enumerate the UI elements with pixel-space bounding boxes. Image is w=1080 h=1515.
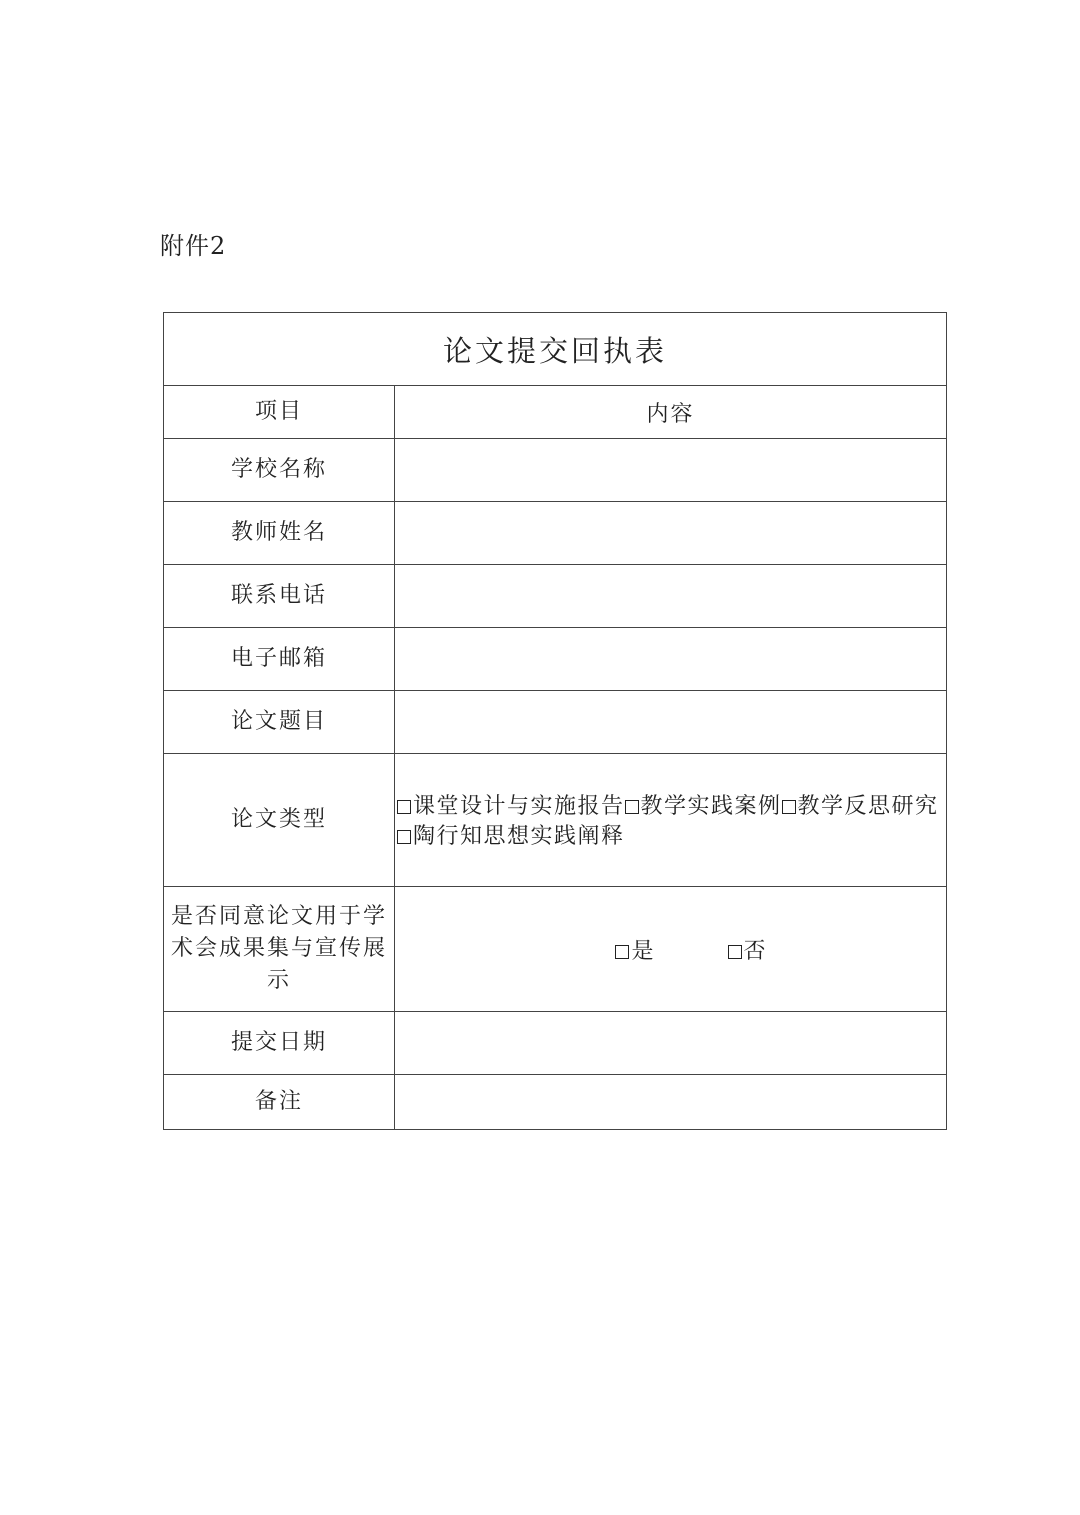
agree-label: 是否同意论文用于学术会成果集与宣传展示 (164, 887, 395, 1012)
agree-yes-label: 是 (631, 938, 654, 964)
school-name-label: 学校名称 (164, 439, 395, 502)
checkbox-icon[interactable] (397, 830, 411, 844)
submit-date-field[interactable] (395, 1012, 947, 1075)
form-title: 论文提交回执表 (164, 313, 947, 386)
paper-submission-receipt-form (163, 312, 947, 1130)
phone-field[interactable] (395, 565, 947, 628)
paper-title-field[interactable] (395, 691, 947, 754)
agree-no-label: 否 (743, 938, 766, 964)
checkbox-icon[interactable] (782, 800, 796, 814)
agree-options (395, 887, 947, 1012)
submit-date-label: 提交日期 (164, 1012, 395, 1075)
checkbox-icon[interactable] (615, 945, 629, 959)
remarks-field[interactable] (395, 1075, 947, 1130)
paper-type-option: 教学实践案例 (640, 794, 782, 819)
paper-type-option: 课堂设计与实施报告 (413, 794, 625, 819)
email-field[interactable] (395, 628, 947, 691)
paper-type-label: 论文类型 (164, 754, 395, 887)
agree-no-option[interactable] (728, 934, 766, 965)
header-item: 项目 (164, 386, 395, 439)
phone-label: 联系电话 (164, 565, 395, 628)
header-content: 内容 (395, 386, 947, 439)
remarks-label: 备注 (164, 1075, 395, 1130)
teacher-name-field[interactable] (395, 502, 947, 565)
agree-yes-option[interactable] (615, 934, 653, 965)
teacher-name-label: 教师姓名 (164, 502, 395, 565)
paper-type-option: 陶行知思想实践阐释 (413, 824, 625, 849)
checkbox-icon[interactable] (625, 800, 639, 814)
paper-type-option: 教学反思研究 (797, 794, 939, 819)
email-label: 电子邮箱 (164, 628, 395, 691)
checkbox-icon[interactable] (728, 945, 742, 959)
paper-title-label: 论文题目 (164, 691, 395, 754)
school-name-field[interactable] (395, 439, 947, 502)
checkbox-icon[interactable] (397, 800, 411, 814)
attachment-label: 附件2 (160, 232, 227, 260)
paper-type-options (395, 754, 947, 887)
